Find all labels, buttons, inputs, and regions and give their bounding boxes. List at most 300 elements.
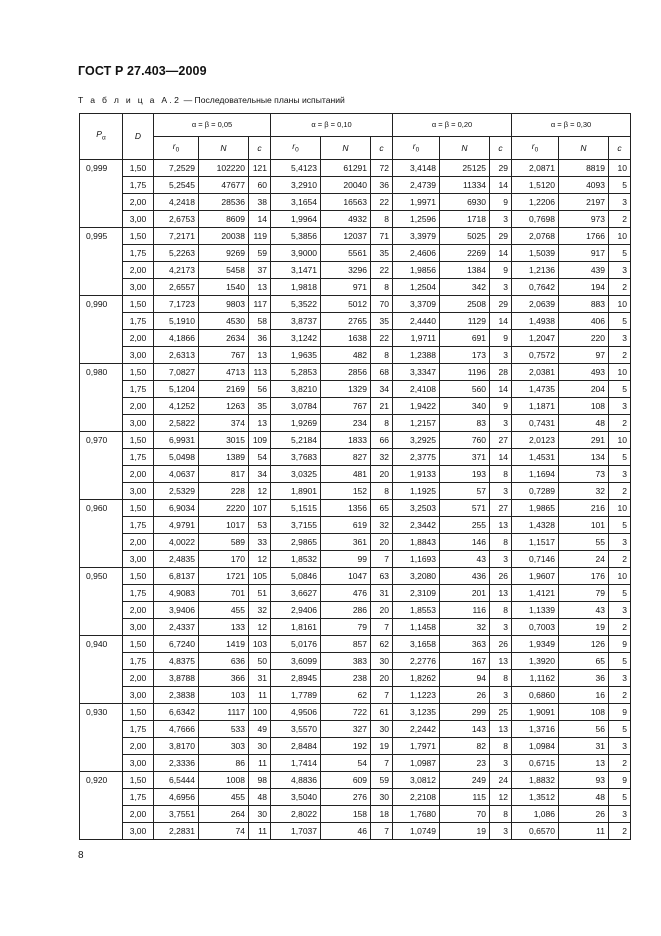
value-cell-r0: 0,7698 (512, 211, 559, 228)
value-cell-n: 827 (321, 449, 371, 466)
discrimination-ratio-cell: 1,50 (123, 500, 154, 517)
value-cell-c: 8 (490, 602, 512, 619)
value-cell-r0: 5,0176 (271, 636, 321, 653)
table-row (80, 262, 631, 279)
value-cell-c: 10 (609, 432, 631, 449)
value-cell-n: 5012 (321, 296, 371, 313)
value-cell-r0: 4,0637 (154, 466, 199, 483)
value-cell-r0: 3,2080 (393, 568, 440, 585)
value-cell-r0: 2,4739 (393, 177, 440, 194)
discrimination-ratio-cell: 2,00 (123, 602, 154, 619)
discrimination-ratio-cell: 1,50 (123, 228, 154, 245)
value-cell-c: 9 (490, 330, 512, 347)
table-row (80, 772, 631, 789)
value-cell-c: 30 (249, 738, 271, 755)
value-cell-r0: 1,9133 (393, 466, 440, 483)
value-cell-c: 20 (371, 602, 393, 619)
table-row (80, 823, 631, 840)
value-cell-c: 13 (490, 585, 512, 602)
table-row (80, 194, 631, 211)
value-cell-r0: 5,4123 (271, 160, 321, 177)
table-row (80, 160, 631, 177)
table-caption (78, 95, 345, 105)
value-cell-c: 5 (609, 585, 631, 602)
subheader-c: c (371, 137, 393, 160)
value-cell-r0: 1,4531 (512, 449, 559, 466)
value-cell-c: 59 (371, 772, 393, 789)
value-cell-n: 24 (559, 551, 609, 568)
discrimination-ratio-cell: 3,00 (123, 347, 154, 364)
value-cell-r0: 3,5570 (271, 721, 321, 738)
discrimination-ratio-cell: 1,75 (123, 789, 154, 806)
value-cell-c: 3 (609, 330, 631, 347)
value-cell-n: 94 (440, 670, 490, 687)
value-cell-r0: 2,8484 (271, 738, 321, 755)
value-cell-c: 109 (249, 432, 271, 449)
table-row (80, 619, 631, 636)
value-cell-c: 33 (249, 534, 271, 551)
header-d: D (123, 114, 154, 160)
value-cell-r0: 1,9971 (393, 194, 440, 211)
value-cell-c: 3 (609, 534, 631, 551)
value-cell-n: 2197 (559, 194, 609, 211)
value-cell-c: 61 (371, 704, 393, 721)
value-cell-c: 3 (490, 279, 512, 296)
value-cell-n: 2269 (440, 245, 490, 262)
value-cell-r0: 2,6557 (154, 279, 199, 296)
value-cell-n: 70 (440, 806, 490, 823)
value-cell-n: 216 (559, 500, 609, 517)
value-cell-n: 366 (199, 670, 249, 687)
value-cell-c: 14 (490, 177, 512, 194)
table-caption-label: Т а б л и ц а А.2 (78, 95, 182, 105)
value-cell-r0: 2,2442 (393, 721, 440, 738)
value-cell-r0: 0,7642 (512, 279, 559, 296)
value-cell-n: 1196 (440, 364, 490, 381)
value-cell-c: 2 (609, 619, 631, 636)
discrimination-ratio-cell: 1,75 (123, 585, 154, 602)
value-cell-n: 55 (559, 534, 609, 551)
value-cell-r0: 5,2184 (271, 432, 321, 449)
table-row (80, 211, 631, 228)
value-cell-r0: 4,9083 (154, 585, 199, 602)
value-cell-n: 5025 (440, 228, 490, 245)
value-cell-r0: 0,7289 (512, 483, 559, 500)
value-cell-r0: 1,9422 (393, 398, 440, 415)
value-cell-r0: 1,8832 (512, 772, 559, 789)
table-row (80, 432, 631, 449)
table-row (80, 330, 631, 347)
discrimination-ratio-cell: 2,00 (123, 738, 154, 755)
discrimination-ratio-cell: 1,75 (123, 517, 154, 534)
value-cell-c: 53 (249, 517, 271, 534)
value-cell-n: 11 (559, 823, 609, 840)
table-row (80, 398, 631, 415)
value-cell-c: 22 (371, 330, 393, 347)
value-cell-n: 722 (321, 704, 371, 721)
value-cell-c: 22 (371, 262, 393, 279)
value-cell-n: 152 (321, 483, 371, 500)
value-cell-c: 28 (490, 364, 512, 381)
value-cell-n: 691 (440, 330, 490, 347)
value-cell-c: 29 (490, 160, 512, 177)
value-cell-c: 3 (490, 211, 512, 228)
value-cell-n: 363 (440, 636, 490, 653)
value-cell-r0: 5,3522 (271, 296, 321, 313)
value-cell-c: 68 (371, 364, 393, 381)
value-cell-r0: 1,4328 (512, 517, 559, 534)
value-cell-r0: 0,7431 (512, 415, 559, 432)
value-cell-c: 54 (249, 449, 271, 466)
value-cell-n: 8819 (559, 160, 609, 177)
value-cell-c: 36 (371, 177, 393, 194)
value-cell-n: 220 (559, 330, 609, 347)
table-row (80, 517, 631, 534)
value-cell-n: 46 (321, 823, 371, 840)
value-cell-r0: 1,2157 (393, 415, 440, 432)
value-cell-r0: 1,4938 (512, 313, 559, 330)
value-cell-c: 9 (490, 194, 512, 211)
value-cell-r0: 2,4835 (154, 551, 199, 568)
discrimination-ratio-cell: 2,00 (123, 330, 154, 347)
value-cell-n: 228 (199, 483, 249, 500)
discrimination-ratio-cell: 1,75 (123, 177, 154, 194)
value-cell-n: 609 (321, 772, 371, 789)
value-cell-n: 62 (321, 687, 371, 704)
value-cell-c: 32 (371, 449, 393, 466)
value-cell-c: 56 (249, 381, 271, 398)
subheader-row (80, 137, 631, 160)
value-cell-r0: 4,1866 (154, 330, 199, 347)
value-cell-n: 767 (321, 398, 371, 415)
value-cell-n: 560 (440, 381, 490, 398)
table-row (80, 466, 631, 483)
value-cell-n: 146 (440, 534, 490, 551)
discrimination-ratio-cell: 1,50 (123, 772, 154, 789)
value-cell-c: 107 (249, 500, 271, 517)
value-cell-n: 374 (199, 415, 249, 432)
value-cell-n: 36 (559, 670, 609, 687)
value-cell-c: 18 (371, 806, 393, 823)
probability-cell: 0,920 (80, 772, 123, 840)
value-cell-r0: 5,1910 (154, 313, 199, 330)
value-cell-n: 32 (440, 619, 490, 636)
value-cell-c: 9 (490, 262, 512, 279)
value-cell-r0: 5,0498 (154, 449, 199, 466)
value-cell-c: 3 (490, 687, 512, 704)
value-cell-r0: 0,6715 (512, 755, 559, 772)
value-cell-n: 1389 (199, 449, 249, 466)
value-cell-r0: 1,9711 (393, 330, 440, 347)
value-cell-n: 1718 (440, 211, 490, 228)
table-row (80, 500, 631, 517)
document-title: ГОСТ Р 27.403—2009 (78, 64, 207, 78)
header-p-alpha: $P_\alpha$ (80, 114, 123, 160)
discrimination-ratio-cell: 2,00 (123, 398, 154, 415)
value-cell-r0: 1,2136 (512, 262, 559, 279)
value-cell-r0: 1,0984 (512, 738, 559, 755)
value-cell-c: 2 (609, 415, 631, 432)
value-cell-n: 1721 (199, 568, 249, 585)
value-cell-n: 4530 (199, 313, 249, 330)
value-cell-r0: 1,2388 (393, 347, 440, 364)
value-cell-c: 35 (249, 398, 271, 415)
value-cell-r0: 6,9034 (154, 500, 199, 517)
value-cell-n: 48 (559, 789, 609, 806)
value-cell-n: 65 (559, 653, 609, 670)
value-cell-c: 3 (609, 602, 631, 619)
discrimination-ratio-cell: 2,00 (123, 262, 154, 279)
value-cell-r0: 1,1517 (512, 534, 559, 551)
value-cell-r0: 1,9607 (512, 568, 559, 585)
value-cell-c: 12 (249, 551, 271, 568)
value-cell-r0: 0,7146 (512, 551, 559, 568)
value-cell-r0: 1,8901 (271, 483, 321, 500)
value-cell-c: 10 (609, 160, 631, 177)
value-cell-c: 3 (609, 670, 631, 687)
value-cell-c: 35 (371, 313, 393, 330)
value-cell-n: 13 (559, 755, 609, 772)
value-cell-n: 264 (199, 806, 249, 823)
table-row (80, 347, 631, 364)
value-cell-n: 917 (559, 245, 609, 262)
value-cell-r0: 3,6627 (271, 585, 321, 602)
table-row (80, 364, 631, 381)
value-cell-r0: 1,1694 (512, 466, 559, 483)
discrimination-ratio-cell: 3,00 (123, 483, 154, 500)
value-cell-r0: 3,2910 (271, 177, 321, 194)
value-cell-c: 29 (490, 296, 512, 313)
discrimination-ratio-cell: 3,00 (123, 279, 154, 296)
value-cell-r0: 3,0812 (393, 772, 440, 789)
value-cell-n: 93 (559, 772, 609, 789)
discrimination-ratio-cell: 1,75 (123, 381, 154, 398)
value-cell-r0: 6,6342 (154, 704, 199, 721)
subheader-c: c (609, 137, 631, 160)
value-cell-r0: 1,4735 (512, 381, 559, 398)
discrimination-ratio-cell: 1,75 (123, 721, 154, 738)
value-cell-r0: 1,8553 (393, 602, 440, 619)
value-cell-n: 99 (321, 551, 371, 568)
value-cell-c: 5 (609, 449, 631, 466)
subheader-r0: $r_0$ (271, 137, 321, 160)
value-cell-c: 30 (249, 806, 271, 823)
value-cell-c: 2 (609, 823, 631, 840)
value-cell-r0: 6,7240 (154, 636, 199, 653)
value-cell-n: 883 (559, 296, 609, 313)
value-cell-n: 79 (321, 619, 371, 636)
value-cell-c: 8 (371, 347, 393, 364)
value-cell-r0: 1,4121 (512, 585, 559, 602)
value-cell-n: 439 (559, 262, 609, 279)
value-cell-r0: 3,3979 (393, 228, 440, 245)
value-cell-r0: 1,1458 (393, 619, 440, 636)
value-cell-c: 119 (249, 228, 271, 245)
value-cell-n: 79 (559, 585, 609, 602)
value-cell-r0: 7,1723 (154, 296, 199, 313)
value-cell-c: 13 (249, 415, 271, 432)
value-cell-r0: 3,1471 (271, 262, 321, 279)
header-group-3: α = β = 0,20 (393, 114, 512, 137)
value-cell-n: 201 (440, 585, 490, 602)
value-cell-c: 12 (249, 483, 271, 500)
value-cell-c: 25 (490, 704, 512, 721)
value-cell-c: 32 (249, 602, 271, 619)
value-cell-n: 1638 (321, 330, 371, 347)
value-cell-r0: 7,2529 (154, 160, 199, 177)
value-cell-r0: 1,3920 (512, 653, 559, 670)
table-row (80, 279, 631, 296)
table-row (80, 483, 631, 500)
value-cell-c: 113 (249, 364, 271, 381)
value-cell-c: 2 (609, 211, 631, 228)
value-cell-c: 5 (609, 653, 631, 670)
subheader-n: N (559, 137, 609, 160)
value-cell-n: 61291 (321, 160, 371, 177)
value-cell-r0: 2,5822 (154, 415, 199, 432)
value-cell-n: 57 (440, 483, 490, 500)
value-cell-n: 493 (559, 364, 609, 381)
value-cell-c: 34 (249, 466, 271, 483)
value-cell-c: 13 (490, 653, 512, 670)
table-row (80, 245, 631, 262)
value-cell-n: 19 (559, 619, 609, 636)
value-cell-c: 26 (490, 636, 512, 653)
value-cell-n: 9269 (199, 245, 249, 262)
value-cell-n: 303 (199, 738, 249, 755)
value-cell-n: 5561 (321, 245, 371, 262)
value-cell-r0: 1,9818 (271, 279, 321, 296)
value-cell-c: 100 (249, 704, 271, 721)
value-cell-c: 2 (609, 687, 631, 704)
value-cell-c: 12 (490, 789, 512, 806)
value-cell-n: 194 (559, 279, 609, 296)
value-cell-n: 973 (559, 211, 609, 228)
discrimination-ratio-cell: 1,75 (123, 245, 154, 262)
value-cell-c: 10 (609, 228, 631, 245)
value-cell-n: 276 (321, 789, 371, 806)
value-cell-r0: 1,5039 (512, 245, 559, 262)
header-group-2: α = β = 0,10 (271, 114, 393, 137)
value-cell-n: 19 (440, 823, 490, 840)
discrimination-ratio-cell: 3,00 (123, 755, 154, 772)
value-cell-n: 101 (559, 517, 609, 534)
value-cell-n: 701 (199, 585, 249, 602)
value-cell-r0: 3,1658 (393, 636, 440, 653)
value-cell-c: 26 (490, 568, 512, 585)
value-cell-r0: 5,0846 (271, 568, 321, 585)
value-cell-n: 54 (321, 755, 371, 772)
value-cell-c: 14 (490, 245, 512, 262)
table-caption-text: — Последовательные планы испытаний (181, 95, 345, 105)
value-cell-c: 3 (609, 466, 631, 483)
value-cell-n: 204 (559, 381, 609, 398)
value-cell-c: 8 (371, 415, 393, 432)
table-row (80, 755, 631, 772)
value-cell-r0: 2,9865 (271, 534, 321, 551)
discrimination-ratio-cell: 2,00 (123, 194, 154, 211)
value-cell-r0: 1,0987 (393, 755, 440, 772)
value-cell-n: 238 (321, 670, 371, 687)
value-cell-r0: 1,3512 (512, 789, 559, 806)
value-cell-c: 36 (249, 330, 271, 347)
value-cell-n: 86 (199, 755, 249, 772)
value-cell-c: 35 (371, 245, 393, 262)
value-cell-c: 5 (609, 245, 631, 262)
value-cell-r0: 4,8836 (271, 772, 321, 789)
value-cell-r0: 3,1654 (271, 194, 321, 211)
header-group-4: α = β = 0,30 (512, 114, 631, 137)
table-row (80, 636, 631, 653)
value-cell-r0: 1,7037 (271, 823, 321, 840)
value-cell-n: 2169 (199, 381, 249, 398)
value-cell-n: 192 (321, 738, 371, 755)
value-cell-c: 70 (371, 296, 393, 313)
value-cell-n: 176 (559, 568, 609, 585)
value-cell-c: 38 (249, 194, 271, 211)
value-cell-r0: 4,6956 (154, 789, 199, 806)
value-cell-c: 5 (609, 177, 631, 194)
subheader-r0: $r_0$ (512, 137, 559, 160)
value-cell-c: 13 (249, 347, 271, 364)
value-cell-c: 13 (490, 721, 512, 738)
table-row (80, 721, 631, 738)
value-cell-c: 3 (490, 347, 512, 364)
value-cell-r0: 4,1252 (154, 398, 199, 415)
value-cell-r0: 3,9000 (271, 245, 321, 262)
value-cell-r0: 2,4108 (393, 381, 440, 398)
value-cell-r0: 2,4440 (393, 313, 440, 330)
value-cell-n: 5458 (199, 262, 249, 279)
value-cell-n: 249 (440, 772, 490, 789)
value-cell-r0: 2,6753 (154, 211, 199, 228)
value-cell-r0: 1,1223 (393, 687, 440, 704)
value-cell-n: 1117 (199, 704, 249, 721)
value-cell-c: 24 (490, 772, 512, 789)
value-cell-c: 11 (249, 823, 271, 840)
value-cell-c: 72 (371, 160, 393, 177)
value-cell-n: 1766 (559, 228, 609, 245)
value-cell-r0: 3,2925 (393, 432, 440, 449)
probability-cell: 0,980 (80, 364, 123, 432)
value-cell-n: 31 (559, 738, 609, 755)
value-cell-n: 108 (559, 398, 609, 415)
value-cell-n: 327 (321, 721, 371, 738)
value-cell-n: 173 (440, 347, 490, 364)
value-cell-c: 8 (490, 806, 512, 823)
value-cell-r0: 1,8532 (271, 551, 321, 568)
value-cell-c: 5 (609, 381, 631, 398)
value-cell-r0: 1,9964 (271, 211, 321, 228)
value-cell-c: 22 (371, 194, 393, 211)
subheader-c: c (490, 137, 512, 160)
value-cell-c: 59 (249, 245, 271, 262)
value-cell-c: 3 (609, 398, 631, 415)
value-cell-r0: 3,8737 (271, 313, 321, 330)
value-cell-r0: 6,8137 (154, 568, 199, 585)
probability-cell: 0,930 (80, 704, 123, 772)
value-cell-r0: 3,4148 (393, 160, 440, 177)
value-cell-n: 1356 (321, 500, 371, 517)
value-cell-n: 103 (199, 687, 249, 704)
probability-cell: 0,940 (80, 636, 123, 704)
table-row (80, 551, 631, 568)
value-cell-r0: 2,4337 (154, 619, 199, 636)
value-cell-c: 3 (609, 194, 631, 211)
value-cell-r0: 1,1925 (393, 483, 440, 500)
discrimination-ratio-cell: 3,00 (123, 619, 154, 636)
table-row (80, 177, 631, 194)
